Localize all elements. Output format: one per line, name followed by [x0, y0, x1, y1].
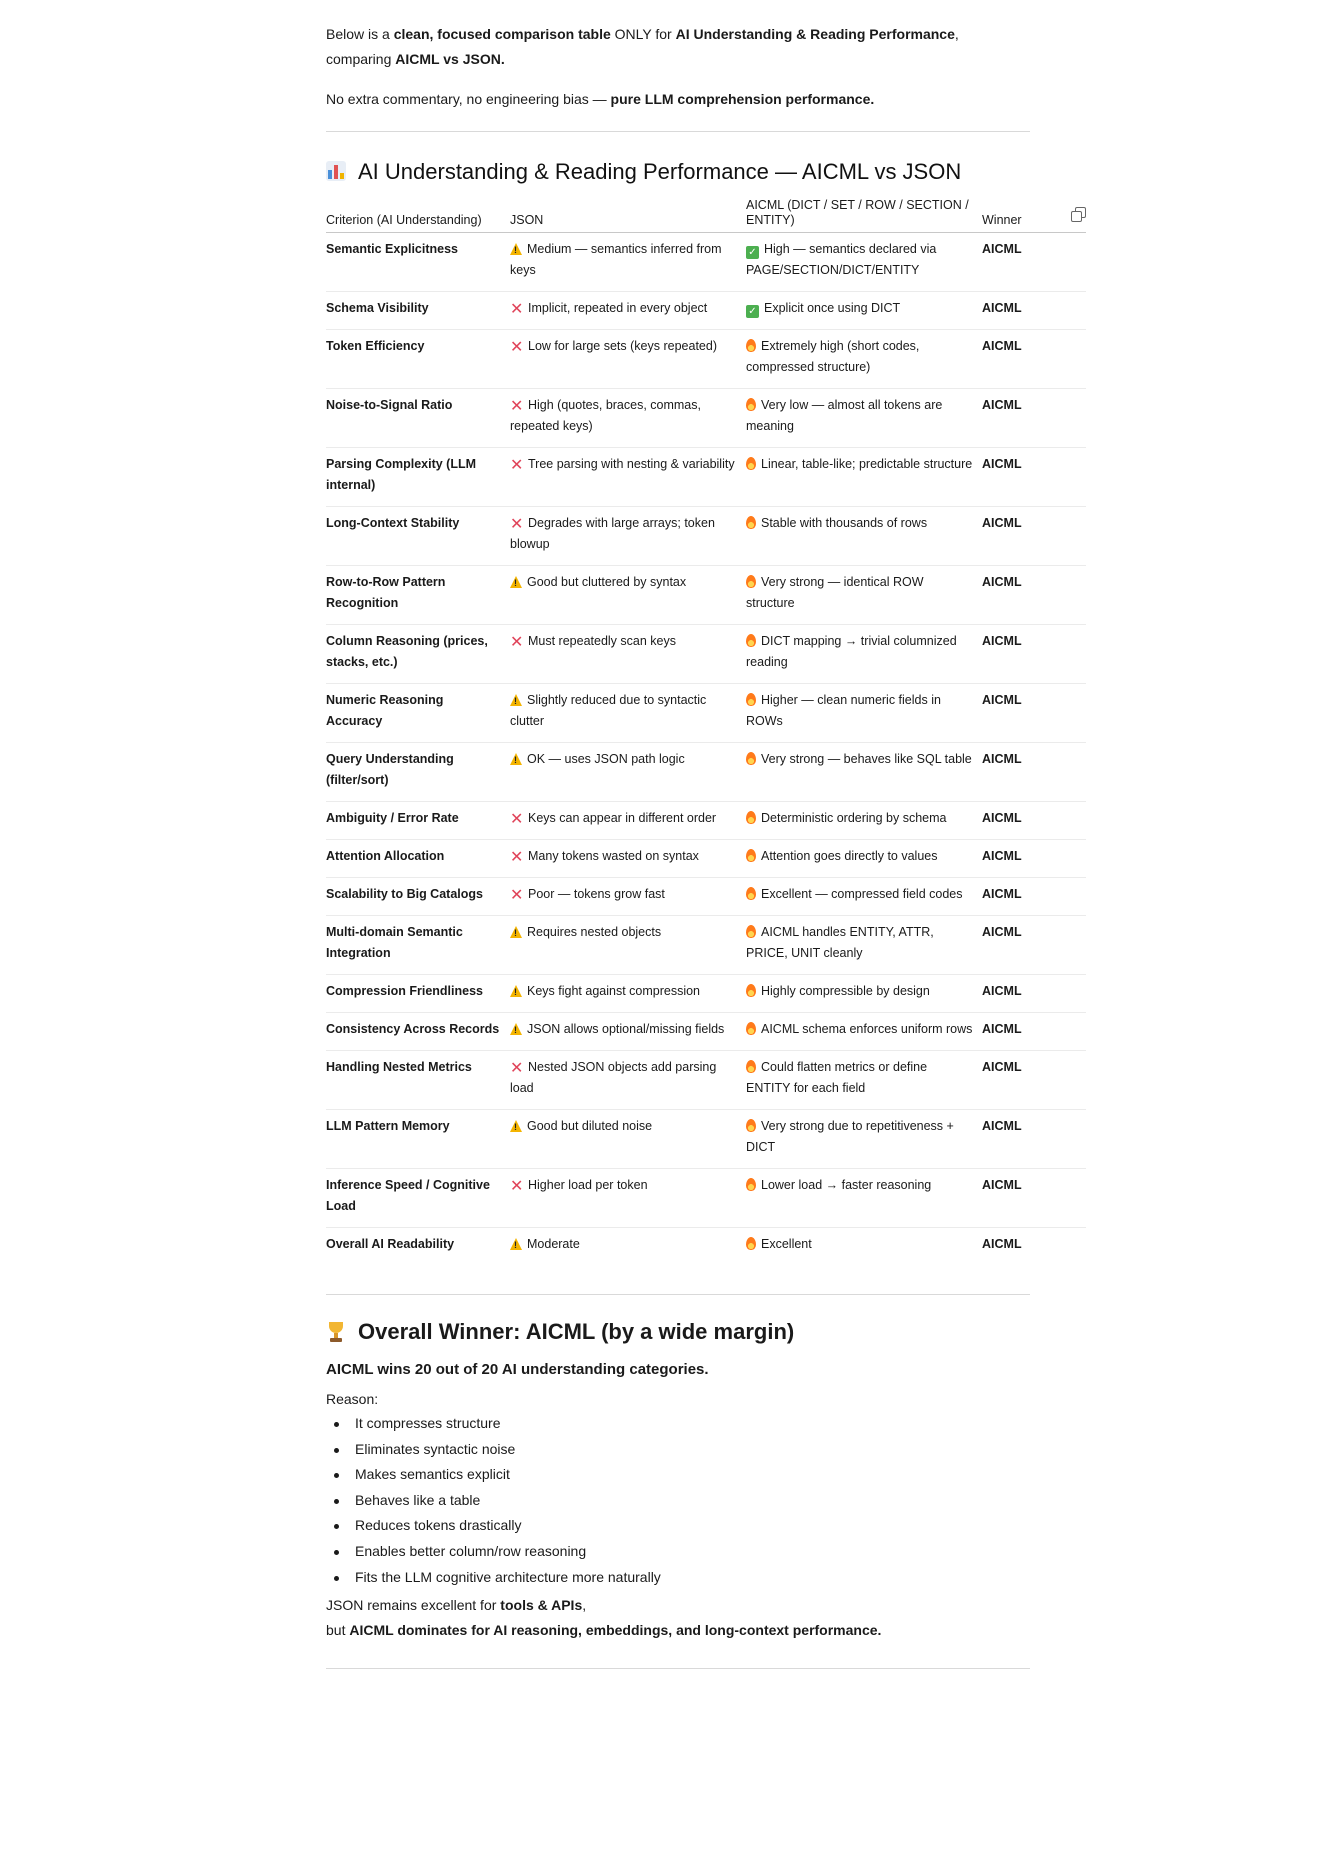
table-header-row [326, 198, 1086, 233]
cell-criterion: Numeric Reasoning Accuracy [326, 684, 510, 743]
table-row [326, 916, 1086, 975]
cell-json: !Requires nested objects [510, 916, 746, 975]
cell-winner: AICML [982, 684, 1086, 743]
warning-icon [510, 753, 522, 765]
list-item: Reduces tokens drastically [326, 1513, 1086, 1539]
list-item: Eliminates syntactic noise [326, 1437, 1086, 1463]
cross-icon: ✕ [510, 849, 524, 866]
table-row [326, 389, 1086, 448]
reasons-list [326, 1411, 1086, 1590]
cell-json: !Good but cluttered by syntax [510, 566, 746, 625]
fire-icon [746, 339, 756, 352]
cell-json: ✕ Degrades with large arrays; token blowup [510, 507, 746, 566]
intro-paragraph-2: No extra commentary, no engineering bias — pure LLM comprehension performance. [326, 91, 875, 107]
cell-winner: AICML [982, 878, 1086, 916]
warning-icon [510, 926, 522, 938]
divider [326, 1668, 1030, 1669]
cell-json: ✕ Low for large sets (keys repeated) [510, 330, 746, 389]
table-row [326, 1051, 1086, 1110]
section-heading: AI Understanding & Reading Performance — AICML vs JSON [326, 159, 1086, 185]
cell-json: ✕ Many tokens wasted on syntax [510, 840, 746, 878]
table-row [326, 292, 1086, 330]
table-row [326, 507, 1086, 566]
fire-icon [746, 984, 756, 997]
fire-icon [746, 457, 756, 470]
fire-icon [746, 1237, 756, 1250]
cell-criterion: Row-to-Row Pattern Recognition [326, 566, 510, 625]
cell-aicml: Extremely high (short codes, compressed structure) [746, 330, 982, 389]
cross-icon: ✕ [510, 634, 524, 651]
table-row [326, 1169, 1086, 1228]
cell-aicml: Very strong due to repetitiveness + DICT [746, 1110, 982, 1169]
cell-winner: AICML [982, 840, 1086, 878]
fire-icon [746, 634, 756, 647]
list-item: Enables better column/row reasoning [326, 1539, 1086, 1565]
cross-icon: ✕ [510, 398, 524, 415]
table-row [326, 1228, 1086, 1266]
cell-aicml: Lower load → faster reasoning [746, 1169, 982, 1228]
fire-icon [746, 693, 756, 706]
cell-criterion: Multi-domain Semantic Integration [326, 916, 510, 975]
cell-json: ✕ Nested JSON objects add parsing load [510, 1051, 746, 1110]
cell-json: ! Medium — semantics inferred from keys [510, 233, 746, 292]
cell-json: ✕ High (quotes, braces, commas, repeated keys) [510, 389, 746, 448]
cell-aicml: Attention goes directly to values [746, 840, 982, 878]
cell-winner: AICML [982, 1051, 1086, 1110]
cross-icon: ✕ [510, 457, 524, 474]
check-icon: ✓ [746, 246, 759, 259]
cell-aicml: Very strong — behaves like SQL table [746, 743, 982, 802]
cell-winner: AICML [982, 916, 1086, 975]
fire-icon [746, 849, 756, 862]
cross-icon: ✕ [510, 887, 524, 904]
trophy-icon [326, 1321, 346, 1343]
list-item: Behaves like a table [326, 1488, 1086, 1514]
fire-icon [746, 887, 756, 900]
fire-icon [746, 752, 756, 765]
cell-criterion: Inference Speed / Cognitive Load [326, 1169, 510, 1228]
cross-icon: ✕ [510, 1060, 524, 1077]
cell-criterion: Parsing Complexity (LLM internal) [326, 448, 510, 507]
cell-aicml: Highly compressible by design [746, 975, 982, 1013]
cell-aicml: Very low — almost all tokens are meaning [746, 389, 982, 448]
cell-json: ✕ Must repeatedly scan keys [510, 625, 746, 684]
comparison-table [326, 198, 1086, 1265]
cross-icon: ✕ [510, 811, 524, 828]
closing-paragraph: JSON remains excellent for tools & APIs, but AICML dominates for AI reasoning, embeddings, and long-context performance. [326, 1597, 882, 1639]
table-row [326, 233, 1086, 292]
fire-icon [746, 1178, 756, 1191]
cell-json: ! JSON allows optional/missing fields [510, 1013, 746, 1051]
cell-aicml: Stable with thousands of rows [746, 507, 982, 566]
fire-icon [746, 925, 756, 938]
warning-icon [510, 1120, 522, 1132]
cell-aicml: DICT mapping → trivial columnized reading [746, 625, 982, 684]
cell-winner: AICML [982, 448, 1086, 507]
cell-criterion: Attention Allocation [326, 840, 510, 878]
comparison-table-wrapper [326, 198, 1086, 1265]
cross-icon: ✕ [510, 1178, 524, 1195]
fire-icon [746, 575, 756, 588]
header-winner: Winner [982, 198, 1086, 233]
cell-json: ! Moderate [510, 1228, 746, 1266]
cell-criterion: Token Efficiency [326, 330, 510, 389]
header-aicml: AICML (DICT / SET / ROW / SECTION / ENTITY) [746, 198, 982, 233]
cell-aicml: Linear, table-like; predictable structure [746, 448, 982, 507]
cell-aicml: AICML handles ENTITY, ATTR, PRICE, UNIT cleanly [746, 916, 982, 975]
cell-aicml: ✓ High — semantics declared via PAGE/SECTION/DICT/ENTITY [746, 233, 982, 292]
table-row [326, 975, 1086, 1013]
cross-icon: ✕ [510, 516, 524, 533]
cell-aicml: Excellent [746, 1228, 982, 1266]
fire-icon [746, 516, 756, 529]
list-item: Fits the LLM cognitive architecture more naturally [326, 1565, 1086, 1591]
cell-json: !OK — uses JSON path logic [510, 743, 746, 802]
table-row [326, 840, 1086, 878]
cell-criterion: Column Reasoning (prices, stacks, etc.) [326, 625, 510, 684]
divider [326, 131, 1030, 132]
cell-winner: AICML [982, 330, 1086, 389]
cell-criterion: Semantic Explicitness [326, 233, 510, 292]
warning-icon [510, 1238, 522, 1250]
list-item: It compresses structure [326, 1411, 1086, 1437]
cell-criterion: Compression Friendliness [326, 975, 510, 1013]
divider [326, 1294, 1030, 1295]
cell-criterion: Long-Context Stability [326, 507, 510, 566]
cell-winner: AICML [982, 975, 1086, 1013]
cell-criterion: LLM Pattern Memory [326, 1110, 510, 1169]
table-row [326, 878, 1086, 916]
cell-json: ✕ Higher load per token [510, 1169, 746, 1228]
check-icon: ✓ [746, 305, 759, 318]
summary-subtitle: AICML wins 20 out of 20 AI understanding categories. [326, 1361, 709, 1378]
cross-icon: ✕ [510, 301, 524, 318]
table-row [326, 448, 1086, 507]
cell-json: ! Keys fight against compression [510, 975, 746, 1013]
cell-criterion: Schema Visibility [326, 292, 510, 330]
fire-icon [746, 1119, 756, 1132]
cell-json: !Slightly reduced due to syntactic clutter [510, 684, 746, 743]
cell-winner: AICML [982, 625, 1086, 684]
header-criterion: Criterion (AI Understanding) [326, 198, 510, 233]
cell-json: ✕ Keys can appear in different order [510, 802, 746, 840]
bar-chart-icon [326, 159, 352, 185]
cell-criterion: Scalability to Big Catalogs [326, 878, 510, 916]
cell-aicml: AICML schema enforces uniform rows [746, 1013, 982, 1051]
table-row [326, 743, 1086, 802]
cell-json: ✕ Poor — tokens grow fast [510, 878, 746, 916]
intro-paragraph-1: Below is a clean, focused comparison table ONLY for AI Understanding & Reading Performance, comparing AICML vs JSON. [326, 26, 959, 67]
cell-winner: AICML [982, 566, 1086, 625]
cell-json: ✕ Implicit, repeated in every object [510, 292, 746, 330]
cell-criterion: Overall AI Readability [326, 1237, 455, 1251]
list-item: Makes semantics explicit [326, 1462, 1086, 1488]
warning-icon [510, 1023, 522, 1035]
table-row [326, 566, 1086, 625]
cell-aicml: Higher — clean numeric fields in ROWs [746, 684, 982, 743]
cross-icon: ✕ [510, 339, 524, 356]
cell-criterion: Ambiguity / Error Rate [326, 802, 510, 840]
cell-winner: AICML [982, 1013, 1086, 1051]
warning-icon [510, 985, 522, 997]
table-row [326, 684, 1086, 743]
cell-winner: AICML [982, 1110, 1086, 1169]
cell-winner: AICML [982, 1169, 1086, 1228]
cell-criterion: Noise-to-Signal Ratio [326, 389, 510, 448]
copy-table-icon[interactable] [1071, 207, 1085, 221]
cell-criterion: Query Understanding (filter/sort) [326, 743, 510, 802]
cell-winner: AICML [982, 292, 1086, 330]
cell-aicml: Deterministic ordering by schema [746, 802, 982, 840]
cell-winner: AICML [982, 389, 1086, 448]
reason-label: Reason: [326, 1391, 379, 1407]
table-row [326, 330, 1086, 389]
cell-aicml: Could flatten metrics or define ENTITY for each field [746, 1051, 982, 1110]
warning-icon [510, 243, 522, 255]
fire-icon [746, 398, 756, 411]
table-row [326, 1013, 1086, 1051]
message-content [326, 22, 1086, 1669]
cell-winner: AICML [982, 743, 1086, 802]
cell-winner: AICML [982, 1237, 1022, 1251]
cell-winner: AICML [982, 802, 1086, 840]
table-row [326, 625, 1086, 684]
cell-criterion: Consistency Across Records [326, 1013, 510, 1051]
header-json: JSON [510, 198, 746, 233]
summary-heading: Overall Winner: AICML (by a wide margin) [326, 1319, 1086, 1345]
cell-json: ! Good but diluted noise [510, 1110, 746, 1169]
cell-aicml: Very strong — identical ROW structure [746, 566, 982, 625]
fire-icon [746, 811, 756, 824]
cell-json: ✕ Tree parsing with nesting & variability [510, 448, 746, 507]
table-row [326, 802, 1086, 840]
cell-criterion: Handling Nested Metrics [326, 1051, 510, 1110]
warning-icon [510, 576, 522, 588]
cell-aicml: Excellent — compressed field codes [746, 878, 982, 916]
warning-icon [510, 694, 522, 706]
fire-icon [746, 1022, 756, 1035]
cell-winner: AICML [982, 507, 1086, 566]
cell-aicml: ✓ Explicit once using DICT [746, 292, 982, 330]
cell-winner: AICML [982, 233, 1086, 292]
table-row [326, 1110, 1086, 1169]
fire-icon [746, 1060, 756, 1073]
